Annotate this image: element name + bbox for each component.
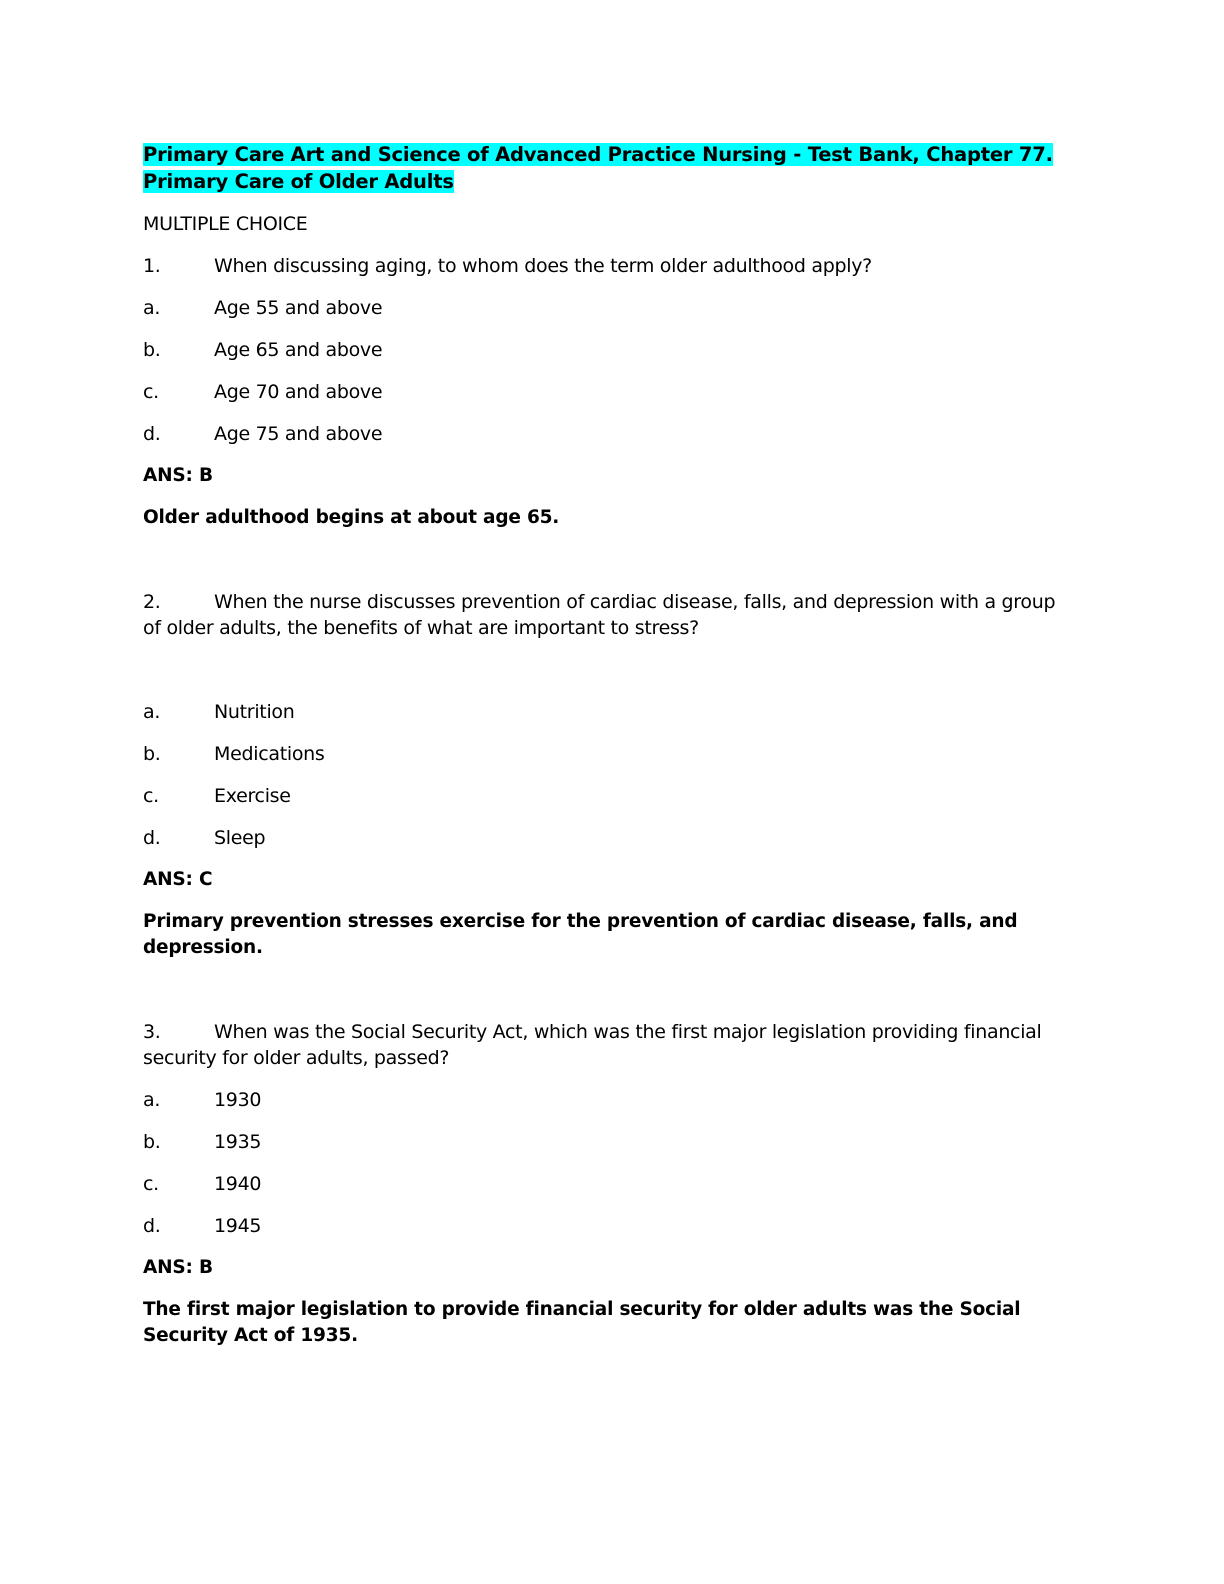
- option-letter: d.: [143, 423, 161, 445]
- option-a: [143, 699, 1073, 725]
- option-letter: c.: [143, 1173, 159, 1195]
- option-a: [143, 1087, 1073, 1113]
- option-b: [143, 741, 1073, 767]
- option-b: [143, 337, 1073, 363]
- question-number: 3.: [143, 1021, 161, 1043]
- option-letter: b.: [143, 743, 161, 765]
- question-stem: [143, 1019, 1073, 1071]
- option-b: [143, 1129, 1073, 1155]
- option-c: [143, 783, 1073, 809]
- question-number: 2.: [143, 591, 161, 613]
- rationale: The first major legislation to provide financial security for older adults was the Social Security Act of 1935.: [143, 1299, 1021, 1346]
- question-stem: [143, 253, 1073, 279]
- section-label: MULTIPLE CHOICE: [143, 213, 308, 235]
- document-title: [143, 142, 1073, 195]
- option-text: Medications: [214, 743, 325, 765]
- option-text: Age 55 and above: [214, 297, 383, 319]
- option-text: Sleep: [214, 827, 266, 849]
- question-1: [143, 253, 1073, 531]
- rationale: Older adulthood begins at about age 65.: [143, 507, 560, 528]
- option-d: [143, 421, 1073, 447]
- option-text: 1940: [214, 1173, 262, 1195]
- option-d: [143, 1213, 1073, 1239]
- option-d: [143, 825, 1073, 851]
- option-letter: c.: [143, 785, 159, 807]
- question-2: [143, 589, 1073, 961]
- answer-key: ANS: C: [143, 869, 213, 890]
- option-text: Age 75 and above: [214, 423, 383, 445]
- option-c: [143, 1171, 1073, 1197]
- option-letter: a.: [143, 1089, 161, 1111]
- option-letter: b.: [143, 339, 161, 361]
- question-3: [143, 1019, 1073, 1349]
- option-text: Age 65 and above: [214, 339, 383, 361]
- option-letter: d.: [143, 827, 161, 849]
- option-text: Exercise: [214, 785, 291, 807]
- title-highlight: Primary Care Art and Science of Advanced Practice Nursing - Test Bank, Chapter 77. Primary Care of Older Adults: [143, 143, 1053, 193]
- option-text: Age 70 and above: [214, 381, 383, 403]
- option-letter: d.: [143, 1215, 161, 1237]
- rationale: Primary prevention stresses exercise for the prevention of cardiac disease, falls, and depression.: [143, 911, 1018, 958]
- option-text: 1945: [214, 1215, 262, 1237]
- question-text: When was the Social Security Act, which was the first major legislation providing financial security for older adults, passed?: [143, 1021, 1042, 1069]
- option-a: [143, 295, 1073, 321]
- option-letter: a.: [143, 297, 161, 319]
- option-letter: a.: [143, 701, 161, 723]
- question-stem: [143, 589, 1073, 641]
- question-number: 1.: [143, 255, 161, 277]
- answer-key: ANS: B: [143, 465, 213, 486]
- answer-key: ANS: B: [143, 1257, 213, 1278]
- option-c: [143, 379, 1073, 405]
- option-text: Nutrition: [214, 701, 295, 723]
- document-page: [143, 142, 1073, 1349]
- question-text: When discussing aging, to whom does the term older adulthood apply?: [214, 255, 872, 277]
- option-letter: c.: [143, 381, 159, 403]
- question-text: When the nurse discusses prevention of cardiac disease, falls, and depression with a group of older adults, the benefits of what are important to stress?: [143, 591, 1056, 639]
- option-text: 1935: [214, 1131, 262, 1153]
- option-letter: b.: [143, 1131, 161, 1153]
- option-text: 1930: [214, 1089, 262, 1111]
